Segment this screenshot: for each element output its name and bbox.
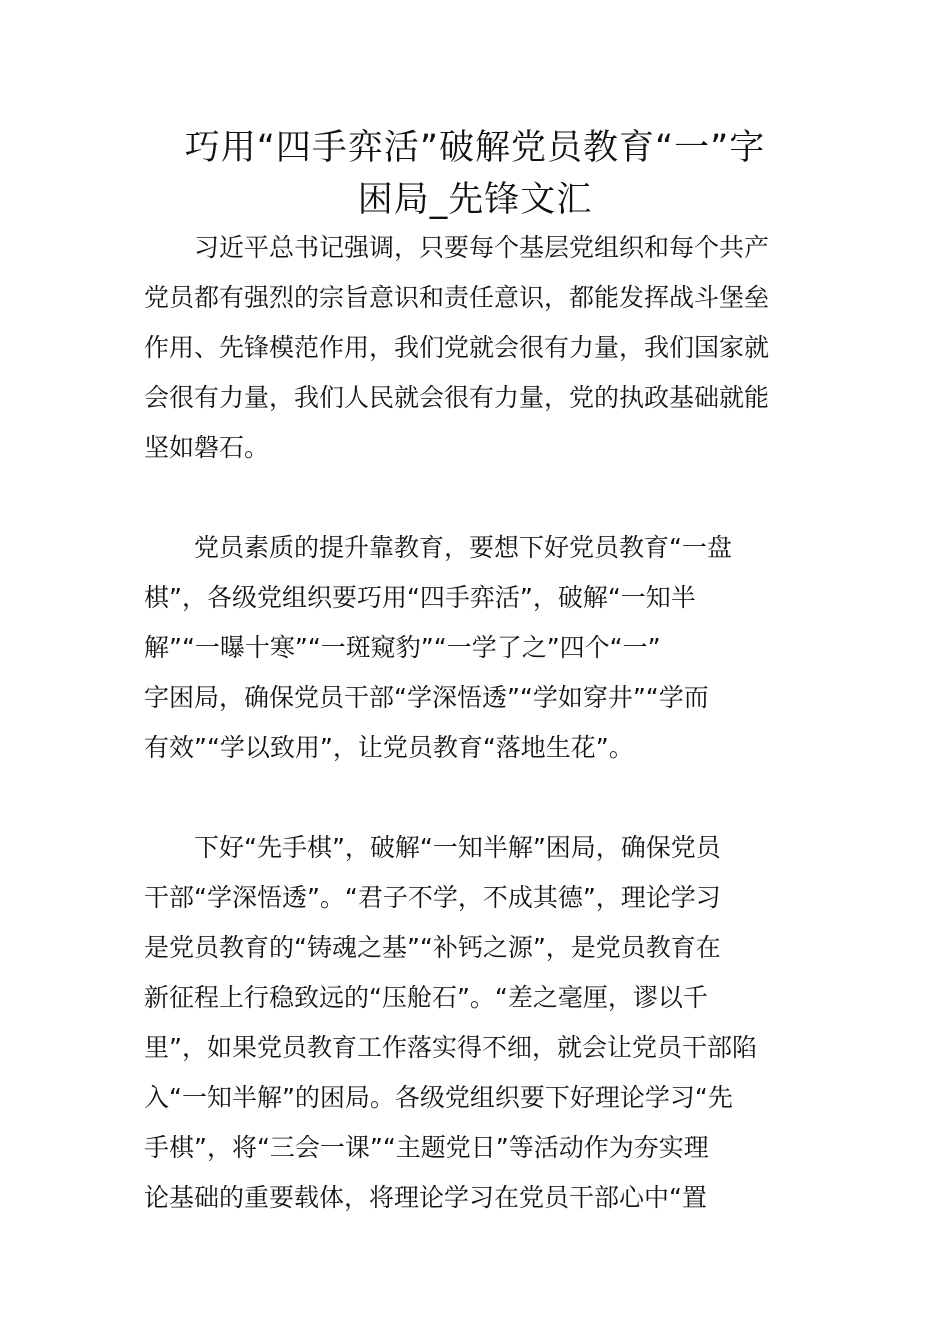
title-line: 困局_先锋文汇 — [357, 180, 593, 220]
title-line: 巧用“四手弈活”破解党员教育“一”字 — [184, 128, 766, 168]
text-line: 手棋”，将“三会一课”“主题党日”等活动作为夯实理 — [144, 1133, 709, 1162]
text-line: 字困局，确保党员干部“学深悟透”“学如穿井”“学而 — [144, 683, 709, 712]
paragraph-3 — [144, 823, 808, 1223]
text-line: 有效”“学以致用”，让党员教育“落地生花”。 — [144, 733, 634, 762]
text-line: 党员都有强烈的宗旨意识和责任意识，都能发挥战斗堡垒 — [144, 283, 770, 312]
text-line: 是党员教育的“铸魂之基”“补钙之源”，是党员教育在 — [144, 933, 721, 962]
text-line: 论基础的重要载体，将理论学习在党员干部心中“置 — [144, 1183, 707, 1212]
text-line: 习近平总书记强调，只要每个基层党组织和每个共产 — [144, 233, 770, 262]
paragraph-2 — [144, 523, 808, 773]
text-line: 作用、先锋模范作用，我们党就会很有力量，我们国家就 — [144, 333, 770, 362]
text-line: 坚如磐石。 — [144, 433, 270, 462]
text-line: 新征程上行稳致远的“压舱石”。“差之毫厘，谬以千 — [144, 983, 708, 1012]
text-line: 干部“学深悟透”。“君子不学，不成其德”，理论学习 — [144, 883, 721, 912]
text-line: 棋”，各级党组织要巧用“四手弈活”，破解“一知半 — [144, 583, 696, 612]
text-line: 会很有力量，我们人民就会很有力量，党的执政基础就能 — [144, 383, 770, 412]
text-line: 解”“一曝十寒”“一斑窥豹”“一学了之”四个“一” — [144, 633, 661, 662]
text-line: 里”，如果党员教育工作落实得不细，就会让党员干部陷 — [144, 1033, 757, 1062]
paragraph-1 — [144, 223, 808, 473]
text-line: 党员素质的提升靠教育，要想下好党员教育“一盘 — [144, 533, 732, 562]
document-title — [140, 122, 810, 226]
text-line: 入“一知半解”的困局。各级党组织要下好理论学习“先 — [144, 1083, 733, 1112]
text-line: 下好“先手棋”，破解“一知半解”困局，确保党员 — [144, 833, 721, 862]
